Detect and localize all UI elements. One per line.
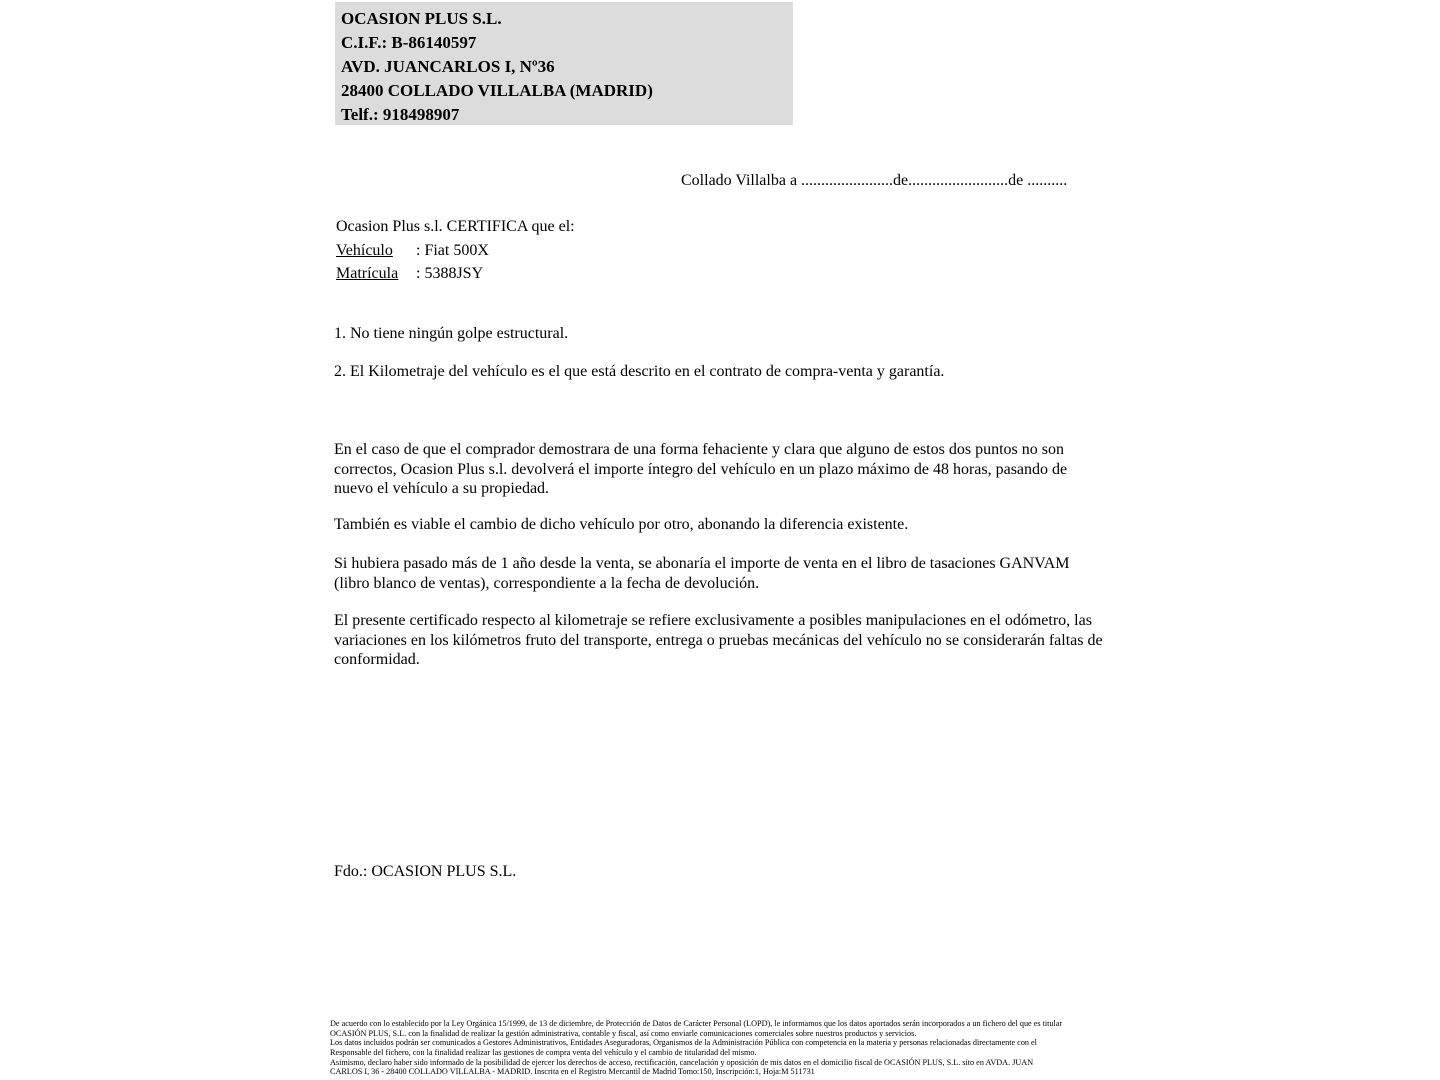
- legal-line-5: Asimismo, declaro haber sido informado de la posibilidad de ejercer los derechos de acceso, rectificación, cancelación y oposición de mis datos en el domicilio fiscal de OCASIÓN PLUS, S.L. sito en AVDA. JUAN: [330, 1057, 1034, 1067]
- legal-line-4: Responsable del fichero, con la finalidad realizar las gestiones de compra venta del vehículo y el cambio de titularidad del mismo.: [330, 1047, 757, 1057]
- legal-line-6: CARLOS I, 36 - 28400 COLLADO VILLALBA - MADRID. Inscrita en el Registro Mercantil de Madrid Tomo:150, Inscripción:1, Hoja:M 511731: [330, 1067, 815, 1077]
- legal-line-3: Los datos incluidos podrán ser comunicados a Gestores Administrativos, Entidades Aseguradoras, Organismos de la Administración Pública con competencia en la materia y personas relacionadas directamente con el: [330, 1038, 1037, 1048]
- vehicle-value: : Fiat 500X: [416, 241, 489, 259]
- company-cif: C.I.F.: B-86140597: [341, 33, 477, 52]
- vehicle-row: [336, 239, 575, 263]
- plate-row: [336, 262, 575, 286]
- condition-point-1: 1. No tiene ningún golpe estructural.: [334, 325, 569, 342]
- company-phone: Telf.: 918498907: [341, 105, 460, 124]
- date-line: Collado Villalba a .......................de.........................de ..........: [681, 172, 1068, 189]
- vehicle-label: Vehículo: [336, 241, 393, 259]
- legal-footer: [330, 1019, 1120, 1077]
- paragraph-exchange-option: También es viable el cambio de dicho vehículo por otro, abonando la diferencia existente.: [334, 516, 909, 533]
- legal-line-1: De acuerdo con lo establecido por la Ley Orgánica 15/1999, de 13 de diciembre, de Protección de Datos de Carácter Personal (LOPD), le informamos que los datos aportados serán incorporados a un fichero del que es titular: [330, 1019, 1063, 1028]
- paragraph-ganvam-valuation: Si hubiera pasado más de 1 año desde la venta, se abonaría el importe de venta en el libro de tasaciones GANVAM (libro blanco de ventas), correspondiente a la fecha de devolución.: [334, 555, 1070, 592]
- plate-label: Matrícula: [336, 265, 399, 282]
- paragraph-refund-policy: En el caso de que el comprador demostrara de una forma fehaciente y clara que alguno de estos dos puntos no son correctos, Ocasion Plus s.l. devolverá el importe íntegro del vehículo en un plazo máximo de 48 horas, pasando de nuevo el vehículo a su propiedad.: [334, 441, 1068, 497]
- legal-line-2: OCASIÓN PLUS, S.L. con la finalidad de realizar la gestión administrativa, contable y fiscal, así como enviarle comunicaciones comerciales sobre nuestros productos y servicios.: [330, 1028, 917, 1038]
- certify-block: [336, 215, 575, 286]
- company-address: AVD. JUANCARLOS I, Nº36: [341, 57, 555, 76]
- company-name: OCASION PLUS S.L.: [341, 9, 502, 28]
- certify-intro: Ocasion Plus s.l. CERTIFICA que el:: [336, 218, 575, 235]
- plate-value: : 5388JSY: [416, 265, 484, 282]
- company-header-box: [335, 2, 793, 125]
- condition-point-2: 2. El Kilometraje del vehículo es el que está descrito en el contrato de compra-venta y garantía.: [334, 363, 945, 380]
- signature-line: Fdo.: OCASION PLUS S.L.: [334, 863, 517, 880]
- paragraph-odometer-disclaimer: El presente certificado respecto al kilometraje se refiere exclusivamente a posibles manipulaciones en el odómetro, las variaciones en los kilómetros fruto del transporte, entrega o pruebas mecánicas del vehículo no se considerarán faltas de conformidad.: [334, 612, 1103, 668]
- company-city: 28400 COLLADO VILLALBA (MADRID): [341, 81, 653, 100]
